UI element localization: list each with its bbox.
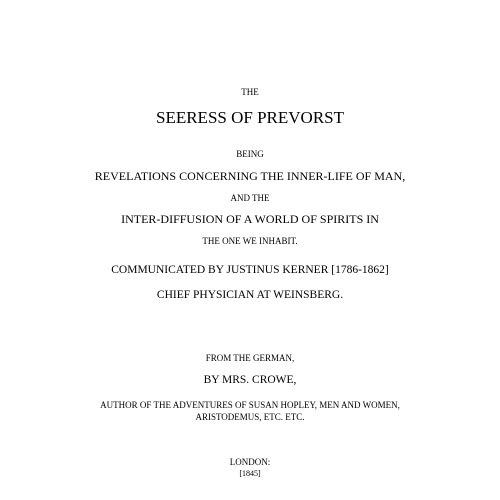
translation-source: FROM THE GERMAN, [205,353,295,363]
translator-works-line-1: AUTHOR OF THE ADVENTURES OF SUSAN HOPLEY, MEN AND WOMEN, [100,400,400,410]
translator-name: BY MRS. CROWE, [203,374,297,386]
and-the-label: AND THE [230,193,270,203]
publication-place: LONDON: [229,457,271,467]
subtitle-line-3: THE ONE WE INHABIT. [202,236,298,246]
article-the: THE [241,87,259,97]
being-label: BEING [236,149,264,159]
publication-year: [1845] [239,469,261,478]
subtitle-line-1: REVELATIONS CONCERNING THE INNER-LIFE OF MAN, [94,169,406,183]
subtitle-line-2: INTER-DIFFUSION OF A WORLD OF SPIRITS IN [121,212,379,226]
author-position: CHIEF PHYSICIAN AT WEINSBERG. [156,289,344,301]
communicated-by: COMMUNICATED BY JUSTINUS KERNER [1786-1862] [111,264,389,276]
book-title: SEERESS OF PREVORST [156,108,344,127]
translator-works-line-2: ARISTODEMUS, ETC. ETC. [195,412,305,422]
